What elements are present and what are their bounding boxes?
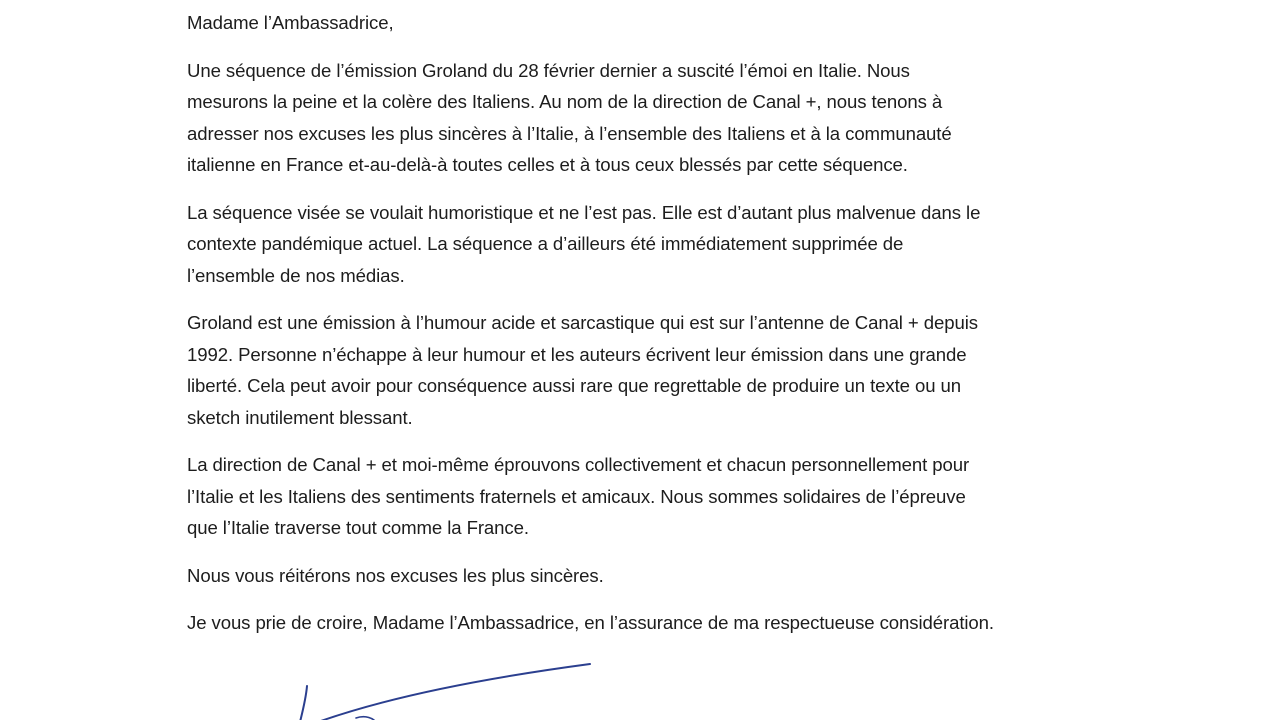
- paragraph-line: adresser nos excuses les plus sincères à l’Italie, à l’ensemble des Italiens et à la communauté: [187, 122, 952, 144]
- paragraph-line: La séquence visée se voulait humoristique et ne l’est pas. Elle est d’autant plus malvenue dans le: [187, 201, 981, 223]
- paragraph-line: 1992. Personne n’échappe à leur humour et les auteurs écrivent leur émission dans une grande: [187, 343, 967, 365]
- paragraph-apology: [187, 55, 1167, 181]
- paragraph-reiteration: [187, 560, 1167, 592]
- paragraph-line: Nous vous réitérons nos excuses les plus sincères.: [187, 564, 604, 586]
- paragraph-line: contexte pandémique actuel. La séquence a d’ailleurs été immédiatement supprimée de: [187, 233, 904, 254]
- paragraph-line: La direction de Canal + et moi-même éprouvons collectivement et chacun personnellement pour: [187, 454, 970, 475]
- paragraph-line: liberté. Cela peut avoir pour conséquence aussi rare que regrettable de produire un texte ou un: [187, 375, 962, 396]
- paragraph-line: l’ensemble de nos médias.: [187, 264, 405, 286]
- paragraph-line: Une séquence de l’émission Groland du 28 février dernier a suscité l’émoi en Italie. Nous: [187, 59, 910, 81]
- paragraph-solidarity: [187, 449, 1167, 544]
- paragraph-closing: [187, 607, 1167, 639]
- paragraph-line: Groland est une émission à l’humour acide et sarcastique qui est sur l’antenne de Canal + depuis: [187, 312, 978, 333]
- salutation: Madame l’Ambassadrice,: [187, 12, 394, 33]
- paragraph-groland: [187, 307, 1167, 433]
- paragraph-line: l’Italie et les Italiens des sentiments fraternels et amicaux. Nous sommes solidaires de l’épreuve: [187, 485, 966, 507]
- paragraph-line: Je vous prie de croire, Madame l’Ambassadrice, en l’assurance de ma respectueuse considération.: [187, 612, 994, 633]
- paragraph-sequence: [187, 197, 1167, 292]
- signature-stroke: [300, 686, 307, 720]
- paragraph-line: que l’Italie traverse tout comme la France.: [187, 517, 529, 538]
- paragraph-line: sketch inutilement blessant.: [187, 406, 413, 428]
- paragraph-line: mesurons la peine et la colère des Italiens. Au nom de la direction de Canal +, nous tenons à: [187, 91, 943, 112]
- letter-body: [187, 7, 1167, 639]
- paragraph-line: italienne en France et-au-delà-à toutes celles et à tous ceux blessés par cette séquence.: [187, 154, 908, 175]
- signature-stroke: [318, 664, 590, 720]
